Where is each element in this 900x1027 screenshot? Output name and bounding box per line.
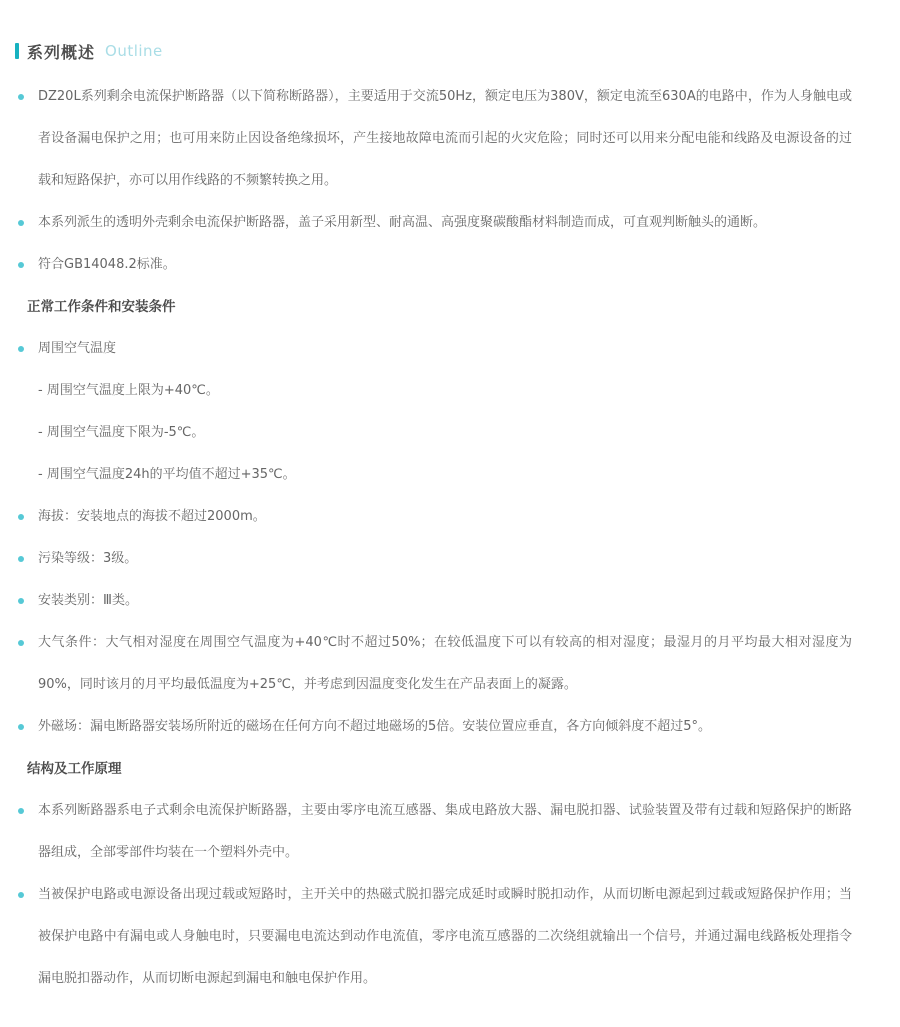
- sub-line: - 周围空气温度下限为-5℃。: [38, 425, 205, 440]
- bullet-icon: [18, 808, 24, 814]
- title-text-cn: 系列概述: [27, 42, 96, 62]
- list-item: [15, 874, 852, 1000]
- list-item: [15, 706, 852, 748]
- bullet-icon: [18, 220, 24, 226]
- heading-conditions: 正常工作条件和安装条件: [27, 299, 176, 315]
- outline-content: [15, 76, 852, 1000]
- bullet-icon: [18, 514, 24, 520]
- list-item: [15, 202, 852, 244]
- paragraph: 大气条件：大气相对湿度在周围空气温度为+40℃时不超过50%；在较低温度下可以有较高的相对湿度；最湿月的月平均最大相对湿度为90%，同时该月的月平均最低温度为+25℃，并考虑到因温度变化发生在产品表面上的凝露。: [38, 635, 852, 692]
- list-item: [15, 76, 852, 202]
- bullet-icon: [18, 556, 24, 562]
- list-item: [15, 328, 852, 370]
- page-title: [15, 40, 852, 62]
- bullet-icon: [18, 346, 24, 352]
- paragraph: 外磁场：漏电断路器安装场所附近的磁场在任何方向不超过地磁场的5倍。安装位置应垂直，各方向倾斜度不超过5°。: [38, 719, 712, 734]
- paragraph: DZ20L系列剩余电流保护断路器（以下简称断路器），主要适用于交流50Hz，额定电压为380V，额定电流至630A的电路中，作为人身触电或者设备漏电保护之用；也可用来防止因设备绝缘损坏，产生接地故障电流而引起的火灾危险；同时还可以用来分配电能和线路及电源设备的过载和短路保护，亦可以用作线路的不频繁转换之用。: [38, 89, 852, 188]
- bullet-icon: [18, 598, 24, 604]
- sub-line: - 周围空气温度上限为+40℃。: [38, 383, 219, 398]
- paragraph: 周围空气温度: [38, 341, 117, 356]
- paragraph: 符合GB14048.2标准。: [38, 257, 176, 272]
- bullet-icon: [18, 724, 24, 730]
- title-text-en: Outline: [105, 42, 163, 60]
- bullet-icon: [18, 94, 24, 100]
- bullet-icon: [18, 262, 24, 268]
- bullet-icon: [18, 640, 24, 646]
- bullet-icon: [18, 892, 24, 898]
- paragraph: 海拔：安装地点的海拔不超过2000m。: [38, 509, 266, 524]
- paragraph: 当被保护电路或电源设备出现过载或短路时，主开关中的热磁式脱扣器完成延时或瞬时脱扣动作，从而切断电源起到过载或短路保护作用；当被保护电路中有漏电或人身触电时，只要漏电电流达到动作电流值，零序电流互感器的二次绕组就输出一个信号，并通过漏电线路板处理指令漏电脱扣器动作，从而切断电源起到漏电和触电保护作用。: [38, 887, 852, 986]
- heading-principle: 结构及工作原理: [27, 761, 122, 777]
- title-accent-bar-icon: [15, 43, 19, 59]
- paragraph: 本系列断路器系电子式剩余电流保护断路器，主要由零序电流互感器、集成电路放大器、漏电脱扣器、试验装置及带有过载和短路保护的断路器组成，全部零部件均装在一个塑料外壳中。: [38, 803, 852, 860]
- list-item: [15, 538, 852, 580]
- list-item: [15, 580, 852, 622]
- paragraph: 本系列派生的透明外壳剩余电流保护断路器，盖子采用新型、耐高温、高强度聚碳酸酯材料制造而成，可直观判断触头的通断。: [38, 215, 767, 230]
- list-item: [15, 244, 852, 286]
- paragraph: 污染等级：3级。: [38, 551, 138, 566]
- list-item: [15, 790, 852, 874]
- list-item: [15, 622, 852, 706]
- sub-line: - 周围空气温度24h的平均值不超过+35℃。: [38, 467, 296, 482]
- paragraph: 安装类别：Ⅲ类。: [38, 593, 138, 608]
- list-item: [15, 496, 852, 538]
